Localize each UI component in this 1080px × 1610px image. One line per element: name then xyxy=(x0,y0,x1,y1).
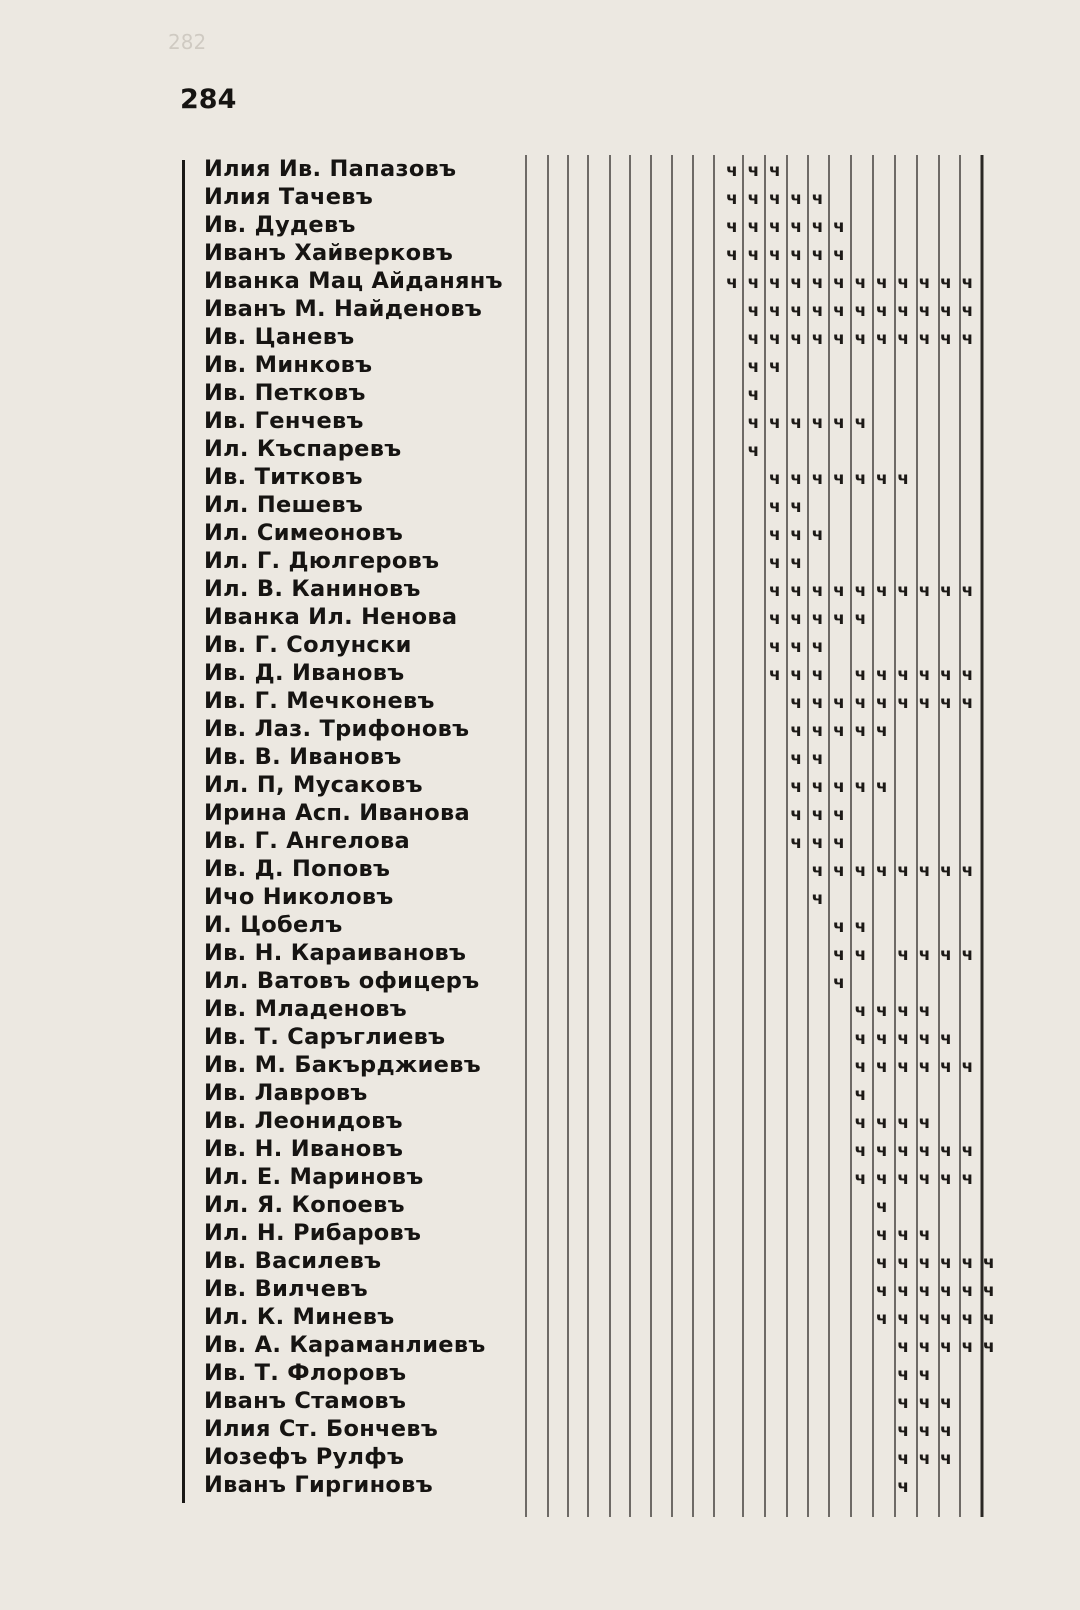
attendance-mark: ч xyxy=(768,189,781,209)
person-name: Ив. Леонидовъ xyxy=(204,1108,403,1134)
attendance-mark: ч xyxy=(897,1113,910,1133)
person-name: Илия Ст. Бончевъ xyxy=(204,1416,439,1442)
attendance-mark: ч xyxy=(790,833,803,853)
attendance-mark: ч xyxy=(897,469,910,489)
attendance-mark: ч xyxy=(768,301,781,321)
attendance-mark: ч xyxy=(854,861,867,881)
attendance-mark: ч xyxy=(790,497,803,517)
attendance-mark: ч xyxy=(768,469,781,489)
attendance-mark: ч xyxy=(854,581,867,601)
attendance-mark: ч xyxy=(811,581,824,601)
attendance-mark: ч xyxy=(854,1169,867,1189)
attendance-mark: ч xyxy=(918,1337,931,1357)
person-name: Ив. Н. Караивановъ xyxy=(204,940,467,966)
attendance-mark: ч xyxy=(940,1253,952,1273)
person-name: Ичо Николовъ xyxy=(204,884,394,910)
attendance-mark: ч xyxy=(854,1113,867,1133)
attendance-mark: ч xyxy=(726,217,738,237)
attendance-mark: ч xyxy=(961,861,974,881)
attendance-mark: ч xyxy=(790,189,803,209)
attendance-mark: ч xyxy=(897,861,910,881)
attendance-mark: ч xyxy=(790,805,803,825)
attendance-mark: ч xyxy=(833,217,845,237)
attendance-mark: ч xyxy=(768,525,781,545)
person-name: Ив. Н. Ивановъ xyxy=(204,1136,404,1162)
attendance-mark: ч xyxy=(768,413,781,433)
attendance-mark: ч xyxy=(897,1253,910,1273)
attendance-mark: ч xyxy=(790,469,803,489)
attendance-mark: ч xyxy=(833,721,845,741)
attendance-mark: ч xyxy=(875,1001,888,1021)
attendance-mark: ч xyxy=(875,581,888,601)
attendance-mark: ч xyxy=(875,777,888,797)
person-name: Ив. Д. Поповъ xyxy=(204,856,391,882)
attendance-mark: ч xyxy=(854,469,867,489)
attendance-mark: ч xyxy=(961,1141,974,1161)
attendance-mark: ч xyxy=(790,273,803,293)
attendance-mark: ч xyxy=(790,217,803,237)
attendance-mark: ч xyxy=(811,665,824,685)
attendance-mark: ч xyxy=(940,665,952,685)
attendance-mark: ч xyxy=(982,1253,995,1273)
attendance-mark: ч xyxy=(918,1169,931,1189)
attendance-mark: ч xyxy=(875,1225,888,1245)
attendance-mark: ч xyxy=(833,917,845,937)
attendance-mark: ч xyxy=(811,749,824,769)
person-name: Ив. В. Ивановъ xyxy=(204,744,402,770)
attendance-mark: ч xyxy=(875,1141,888,1161)
attendance-mark: ч xyxy=(833,469,845,489)
attendance-mark: ч xyxy=(918,861,931,881)
person-name: Ив. Лавровъ xyxy=(204,1080,368,1106)
attendance-mark: ч xyxy=(918,665,931,685)
attendance-mark: ч xyxy=(811,525,824,545)
person-name: Ил. К. Миневъ xyxy=(204,1304,395,1330)
person-name: Ил. Е. Мариновъ xyxy=(204,1164,424,1190)
attendance-mark: ч xyxy=(790,777,803,797)
attendance-mark: ч xyxy=(811,469,824,489)
attendance-mark: ч xyxy=(768,497,781,517)
person-name: Ил. Ватовъ офицеръ xyxy=(204,968,480,994)
attendance-mark: ч xyxy=(811,245,824,265)
attendance-mark: ч xyxy=(897,1057,910,1077)
attendance-mark: ч xyxy=(918,301,931,321)
attendance-mark: ч xyxy=(768,329,781,349)
attendance-mark: ч xyxy=(747,357,760,377)
attendance-mark: ч xyxy=(875,1281,888,1301)
attendance-mark: ч xyxy=(854,1141,867,1161)
attendance-mark: ч xyxy=(897,1225,910,1245)
attendance-mark: ч xyxy=(918,1421,931,1441)
person-name: Ил. Н. Рибаровъ xyxy=(204,1220,422,1246)
person-name: Иванка Ил. Ненова xyxy=(204,604,458,630)
attendance-mark: ч xyxy=(897,581,910,601)
attendance-mark: ч xyxy=(875,329,888,349)
attendance-mark: ч xyxy=(726,161,738,181)
attendance-mark: ч xyxy=(961,329,974,349)
person-name: Ил. Симеоновъ xyxy=(204,520,404,546)
attendance-mark: ч xyxy=(940,1169,952,1189)
attendance-mark: ч xyxy=(875,693,888,713)
person-name: Ив. Г. Ангелова xyxy=(204,828,411,854)
person-name: Илия Ив. Папазовъ xyxy=(204,156,457,182)
attendance-mark: ч xyxy=(940,945,952,965)
attendance-mark: ч xyxy=(875,469,888,489)
attendance-mark: ч xyxy=(854,1085,867,1105)
attendance-mark: ч xyxy=(918,693,931,713)
attendance-mark: ч xyxy=(854,273,867,293)
attendance-mark: ч xyxy=(918,1253,931,1273)
attendance-mark: ч xyxy=(811,889,824,909)
attendance-mark: ч xyxy=(918,1141,931,1161)
attendance-mark: ч xyxy=(918,1393,931,1413)
attendance-mark: ч xyxy=(897,1001,910,1021)
attendance-mark: ч xyxy=(833,581,845,601)
attendance-mark: ч xyxy=(768,637,781,657)
person-name: Иванъ Хайверковъ xyxy=(204,240,454,266)
person-name: Ив. Д. Ивановъ xyxy=(204,660,405,686)
bleed-through-page-number: 282 xyxy=(168,30,207,54)
attendance-mark: ч xyxy=(897,945,910,965)
attendance-mark: ч xyxy=(940,1337,952,1357)
attendance-mark: ч xyxy=(768,665,781,685)
person-name: Ил. Г. Дюлгеровъ xyxy=(204,548,440,574)
attendance-mark: ч xyxy=(897,1281,910,1301)
person-name: Ив. Т. Флоровъ xyxy=(204,1360,407,1386)
attendance-mark: ч xyxy=(833,945,845,965)
attendance-mark: ч xyxy=(897,1169,910,1189)
attendance-mark: ч xyxy=(790,245,803,265)
attendance-mark: ч xyxy=(854,693,867,713)
attendance-mark: ч xyxy=(790,609,803,629)
attendance-mark: ч xyxy=(747,189,760,209)
attendance-mark: ч xyxy=(833,301,845,321)
person-name: Ив. Петковъ xyxy=(204,380,366,406)
attendance-mark: ч xyxy=(940,1141,952,1161)
attendance-mark: ч xyxy=(833,609,845,629)
person-name: Иванъ Стамовъ xyxy=(204,1388,407,1414)
attendance-mark: ч xyxy=(854,609,867,629)
attendance-mark: ч xyxy=(875,301,888,321)
attendance-mark: ч xyxy=(897,1029,910,1049)
attendance-mark: ч xyxy=(918,945,931,965)
person-name: Ив. М. Бакърджиевъ xyxy=(204,1052,481,1078)
attendance-mark: ч xyxy=(961,273,974,293)
attendance-mark: ч xyxy=(961,301,974,321)
person-name: Иванка Мац Айданянъ xyxy=(204,268,503,294)
attendance-mark: ч xyxy=(918,581,931,601)
person-name: Иванъ М. Найденовъ xyxy=(204,296,483,322)
attendance-mark: ч xyxy=(833,861,845,881)
attendance-mark: ч xyxy=(811,693,824,713)
attendance-mark: ч xyxy=(747,385,760,405)
attendance-mark: ч xyxy=(875,1057,888,1077)
attendance-mark: ч xyxy=(833,245,845,265)
page-number: 284 xyxy=(180,84,237,115)
attendance-mark: ч xyxy=(811,413,824,433)
person-name: Ив. Младеновъ xyxy=(204,996,407,1022)
attendance-mark: ч xyxy=(940,581,952,601)
attendance-mark: ч xyxy=(897,1393,910,1413)
person-name: Ив. Генчевъ xyxy=(204,408,364,434)
attendance-mark: ч xyxy=(768,245,781,265)
attendance-mark: ч xyxy=(747,245,760,265)
attendance-mark: ч xyxy=(875,1029,888,1049)
attendance-mark: ч xyxy=(940,1393,952,1413)
attendance-mark: ч xyxy=(833,777,845,797)
attendance-mark: ч xyxy=(961,1253,974,1273)
person-name: Ив. Дудевъ xyxy=(204,212,356,238)
attendance-mark: ч xyxy=(982,1337,995,1357)
attendance-mark: ч xyxy=(897,665,910,685)
attendance-mark: ч xyxy=(940,1029,952,1049)
attendance-mark: ч xyxy=(961,1169,974,1189)
person-name: Ив. А. Караманлиевъ xyxy=(204,1332,486,1358)
attendance-mark: ч xyxy=(875,1169,888,1189)
attendance-mark: ч xyxy=(726,245,738,265)
attendance-mark: ч xyxy=(918,329,931,349)
attendance-mark: ч xyxy=(768,273,781,293)
attendance-mark: ч xyxy=(918,1281,931,1301)
person-name: Ив. Т. Саръглиевъ xyxy=(204,1024,446,1050)
attendance-mark: ч xyxy=(961,581,974,601)
attendance-mark: ч xyxy=(833,413,845,433)
attendance-mark: ч xyxy=(833,693,845,713)
attendance-mark: ч xyxy=(897,1365,910,1385)
attendance-mark: ч xyxy=(918,1449,931,1469)
attendance-mark: ч xyxy=(897,329,910,349)
attendance-mark: ч xyxy=(875,1197,888,1217)
person-name: И. Цобелъ xyxy=(204,912,343,938)
attendance-mark: ч xyxy=(790,665,803,685)
attendance-mark: ч xyxy=(811,861,824,881)
attendance-mark: ч xyxy=(918,1029,931,1049)
attendance-mark: ч xyxy=(811,833,824,853)
attendance-mark: ч xyxy=(833,833,845,853)
attendance-mark: ч xyxy=(961,1337,974,1357)
attendance-mark: ч xyxy=(747,301,760,321)
person-name: Ив. Вилчевъ xyxy=(204,1276,368,1302)
attendance-mark: ч xyxy=(940,273,952,293)
attendance-mark: ч xyxy=(961,693,974,713)
person-name: Ив. Титковъ xyxy=(204,464,363,490)
attendance-mark: ч xyxy=(961,665,974,685)
attendance-mark: ч xyxy=(768,161,781,181)
person-name: Ил. Я. Копоевъ xyxy=(204,1192,405,1218)
attendance-mark: ч xyxy=(790,721,803,741)
attendance-mark: ч xyxy=(897,1477,910,1497)
attendance-mark: ч xyxy=(811,637,824,657)
person-name: Ирина Асп. Иванова xyxy=(204,800,471,826)
attendance-mark: ч xyxy=(747,441,760,461)
attendance-mark: ч xyxy=(940,1281,952,1301)
attendance-mark: ч xyxy=(726,273,738,293)
attendance-mark: ч xyxy=(875,1113,888,1133)
attendance-mark: ч xyxy=(854,721,867,741)
attendance-mark: ч xyxy=(747,161,760,181)
attendance-mark: ч xyxy=(961,1281,974,1301)
attendance-mark: ч xyxy=(982,1309,995,1329)
attendance-mark: ч xyxy=(918,273,931,293)
attendance-mark: ч xyxy=(940,861,952,881)
attendance-mark: ч xyxy=(854,413,867,433)
attendance-mark: ч xyxy=(918,1057,931,1077)
attendance-mark: ч xyxy=(854,945,867,965)
attendance-mark: ч xyxy=(768,217,781,237)
attendance-mark: ч xyxy=(875,721,888,741)
attendance-mark: ч xyxy=(790,301,803,321)
attendance-mark: ч xyxy=(790,525,803,545)
attendance-mark: ч xyxy=(940,1309,952,1329)
attendance-mark: ч xyxy=(811,609,824,629)
person-name: Иозефъ Рулфъ xyxy=(204,1444,405,1470)
attendance-mark: ч xyxy=(833,973,845,993)
attendance-mark: ч xyxy=(897,1141,910,1161)
attendance-mark: ч xyxy=(961,1057,974,1077)
attendance-mark: ч xyxy=(790,329,803,349)
attendance-mark: ч xyxy=(961,945,974,965)
attendance-mark: ч xyxy=(897,1309,910,1329)
person-name: Ив. Василевъ xyxy=(204,1248,382,1274)
attendance-mark: ч xyxy=(854,917,867,937)
person-name: Илия Тачевъ xyxy=(204,184,374,210)
attendance-mark: ч xyxy=(875,665,888,685)
attendance-mark: ч xyxy=(833,273,845,293)
attendance-mark: ч xyxy=(811,217,824,237)
attendance-mark: ч xyxy=(961,1309,974,1329)
attendance-mark: ч xyxy=(918,1309,931,1329)
attendance-mark: ч xyxy=(875,1253,888,1273)
attendance-mark: ч xyxy=(875,273,888,293)
attendance-mark: ч xyxy=(940,329,952,349)
attendance-mark: ч xyxy=(940,1421,952,1441)
attendance-mark: ч xyxy=(897,1421,910,1441)
attendance-mark: ч xyxy=(940,1057,952,1077)
attendance-mark: ч xyxy=(897,1337,910,1357)
attendance-mark: ч xyxy=(854,301,867,321)
attendance-mark: ч xyxy=(875,1309,888,1329)
attendance-mark: ч xyxy=(918,1001,931,1021)
attendance-mark: ч xyxy=(875,861,888,881)
person-name: Ил. Къспаревъ xyxy=(204,436,402,462)
attendance-mark: ч xyxy=(811,301,824,321)
attendance-mark: ч xyxy=(897,301,910,321)
attendance-mark: ч xyxy=(854,1057,867,1077)
attendance-mark: ч xyxy=(897,1449,910,1469)
attendance-mark: ч xyxy=(768,553,781,573)
attendance-mark: ч xyxy=(811,777,824,797)
attendance-mark: ч xyxy=(918,1225,931,1245)
attendance-mark: ч xyxy=(811,805,824,825)
attendance-mark: ч xyxy=(747,217,760,237)
attendance-mark: ч xyxy=(790,637,803,657)
attendance-mark: ч xyxy=(897,693,910,713)
attendance-mark: ч xyxy=(940,1449,952,1469)
attendance-mark: ч xyxy=(726,189,738,209)
attendance-mark: ч xyxy=(854,329,867,349)
attendance-mark: ч xyxy=(747,413,760,433)
attendance-mark: ч xyxy=(768,357,781,377)
person-name: Ив. Цаневъ xyxy=(204,324,355,350)
attendance-mark: ч xyxy=(747,273,760,293)
attendance-mark: ч xyxy=(768,581,781,601)
person-name: Ил. В. Каниновъ xyxy=(204,576,421,602)
attendance-mark: ч xyxy=(790,749,803,769)
person-name: Ив. Г. Солунски xyxy=(204,632,412,658)
attendance-mark: ч xyxy=(790,581,803,601)
attendance-mark: ч xyxy=(811,329,824,349)
attendance-mark: ч xyxy=(940,301,952,321)
person-name: Ив. Минковъ xyxy=(204,352,373,378)
attendance-mark: ч xyxy=(854,1029,867,1049)
person-name: Ил. Пешевъ xyxy=(204,492,364,518)
attendance-mark: ч xyxy=(918,1113,931,1133)
attendance-mark: ч xyxy=(918,1365,931,1385)
attendance-mark: ч xyxy=(897,273,910,293)
person-name: Ил. П, Мусаковъ xyxy=(204,772,423,798)
attendance-mark: ч xyxy=(854,1001,867,1021)
attendance-mark: ч xyxy=(940,693,952,713)
attendance-mark: ч xyxy=(982,1281,995,1301)
attendance-mark: ч xyxy=(811,273,824,293)
attendance-mark: ч xyxy=(833,805,845,825)
attendance-mark: ч xyxy=(854,665,867,685)
attendance-mark: ч xyxy=(811,189,824,209)
person-name: Ив. Лаз. Трифоновъ xyxy=(204,716,470,742)
attendance-mark: ч xyxy=(790,413,803,433)
attendance-mark: ч xyxy=(790,553,803,573)
attendance-mark: ч xyxy=(747,329,760,349)
person-name: Ив. Г. Мечконевъ xyxy=(204,688,435,714)
attendance-mark: ч xyxy=(833,329,845,349)
attendance-mark: ч xyxy=(811,721,824,741)
attendance-mark: ч xyxy=(768,609,781,629)
attendance-mark: ч xyxy=(790,693,803,713)
attendance-mark: ч xyxy=(854,777,867,797)
person-name: Иванъ Гиргиновъ xyxy=(204,1472,433,1498)
